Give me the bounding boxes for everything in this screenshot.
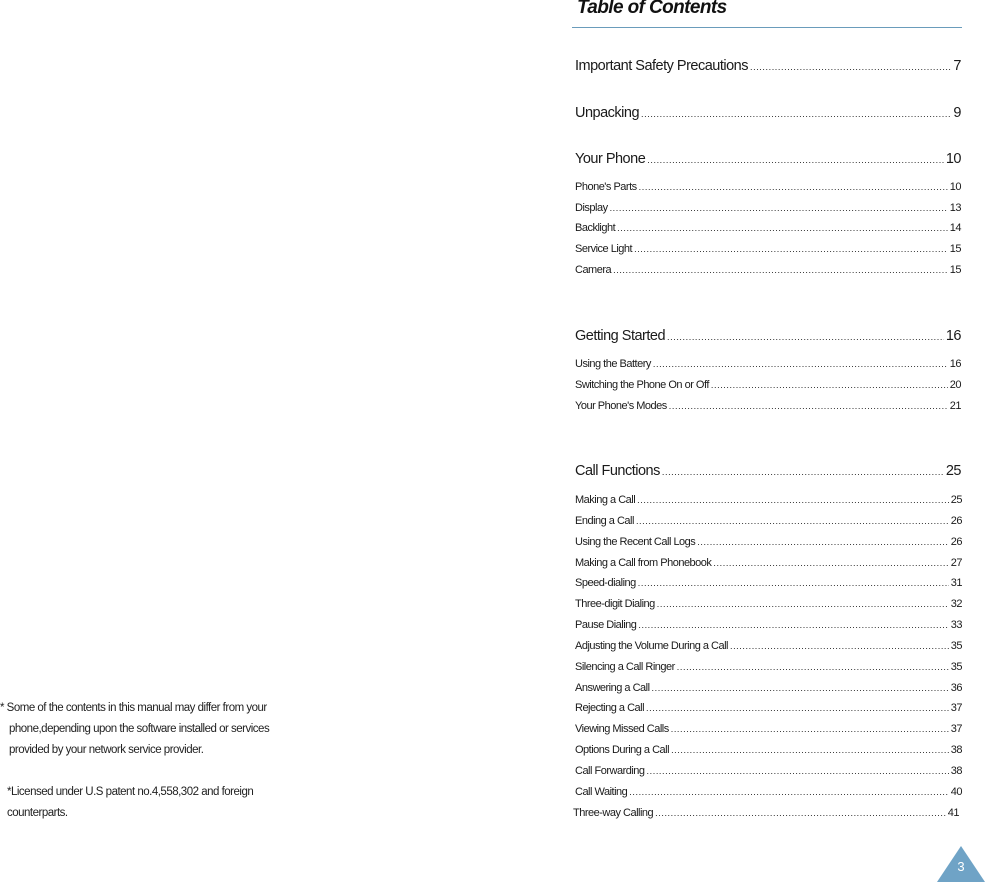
toc-subentry[interactable]	[575, 786, 962, 802]
toc-entry-page: 36	[950, 682, 962, 694]
toc-entry-page: 15	[949, 243, 961, 255]
toc-entry-page: 38	[950, 765, 962, 777]
toc-entry-label: Speed-dialing	[575, 577, 636, 589]
toc-leader-dots	[636, 516, 949, 526]
toc-subentry[interactable]	[575, 202, 961, 218]
toc-leader-dots	[667, 332, 944, 342]
toc-leader-dots	[637, 495, 949, 505]
toc-entry-page: 10	[949, 181, 961, 193]
toc-subentry[interactable]	[575, 682, 962, 698]
toc-entry-label: Camera	[575, 264, 612, 276]
toc-entry-page: 10	[945, 151, 961, 167]
toc-leader-dots	[657, 599, 949, 609]
toc-subentry[interactable]	[575, 744, 962, 760]
toc-entry-label: Switching the Phone On or Off	[575, 379, 709, 391]
toc-leader-dots	[647, 155, 944, 165]
toc-entry-page: 7	[953, 58, 961, 74]
toc-leader-dots	[730, 641, 949, 651]
toc-subentry[interactable]	[575, 640, 962, 656]
toc-subentry[interactable]	[575, 702, 962, 718]
toc-entry-page: 20	[949, 379, 961, 391]
toc-leader-dots	[713, 558, 948, 568]
toc-entry-label: Options During a Call	[575, 744, 670, 756]
disclaimer-line: phone,depending upon the software installed or services	[9, 723, 270, 735]
toc-entry-page: 26	[950, 536, 962, 548]
toc-entry-getting-started[interactable]	[575, 328, 961, 348]
toc-entry-label: Adjusting the Volume During a Call	[575, 640, 728, 652]
toc-subentry[interactable]	[575, 494, 962, 510]
toc-entry-page: 9	[953, 105, 961, 121]
toc-entry-label: Ending a Call	[575, 515, 634, 527]
toc-entry-label: Call Forwarding	[575, 765, 645, 777]
toc-entry-label: Your Phone's Modes	[575, 400, 667, 412]
toc-entry-label: Call Functions	[575, 463, 660, 479]
toc-entry-page: 15	[949, 264, 961, 276]
toc-leader-dots	[638, 578, 949, 588]
toc-entry-page: 37	[950, 702, 962, 714]
toc-entry-label: Using the Battery	[575, 358, 651, 370]
toc-leader-dots	[610, 203, 948, 213]
toc-subentry[interactable]	[575, 577, 962, 593]
toc-entry-unpacking[interactable]	[575, 105, 961, 125]
toc-subentry[interactable]	[575, 358, 961, 374]
toc-entry-label: Making a Call from Phonebook	[575, 557, 712, 569]
toc-subentry[interactable]	[575, 598, 962, 614]
toc-entry-label: Silencing a Call Ringer	[575, 661, 675, 673]
toc-entry-label: Display	[575, 202, 608, 214]
toc-entry-label: Making a Call	[575, 494, 636, 506]
toc-subentry[interactable]	[575, 264, 961, 280]
toc-entry-page: 21	[949, 400, 961, 412]
toc-subentry[interactable]	[575, 536, 962, 552]
toc-entry-page: 25	[945, 463, 961, 479]
toc-entry-label: Pause Dialing	[575, 619, 637, 631]
toc-entry-label: Getting Started	[575, 328, 666, 344]
toc-subentry[interactable]	[575, 619, 962, 635]
toc-leader-dots	[671, 724, 949, 734]
toc-leader-dots	[655, 808, 946, 818]
toc-leader-dots	[750, 62, 951, 72]
toc-entry-label: Answering a Call	[575, 682, 650, 694]
toc-entry-page: 41	[947, 807, 959, 819]
toc-leader-dots	[638, 620, 948, 630]
toc-leader-dots	[634, 244, 948, 254]
toc-leader-dots	[697, 537, 948, 547]
toc-entry-page: 32	[950, 598, 962, 610]
toc-subentry[interactable]	[575, 557, 962, 573]
toc-entry-page: 25	[950, 494, 962, 506]
toc-entry-page: 27	[950, 557, 962, 569]
toc-leader-dots	[613, 265, 948, 275]
disclaimer-line: * Some of the contents in this manual may differ from your	[0, 702, 267, 714]
toc-leader-dots	[669, 401, 948, 411]
toc-entry-label: Three-way Calling	[573, 807, 654, 819]
toc-entry-page: 13	[949, 202, 961, 214]
toc-subentry[interactable]	[575, 661, 962, 677]
toc-entry-page: 33	[950, 619, 962, 631]
toc-subentry[interactable]	[575, 515, 962, 531]
toc-leader-dots	[671, 745, 949, 755]
toc-entry-page: 26	[950, 515, 962, 527]
toc-leader-dots	[711, 380, 948, 390]
toc-entry-label: Backlight	[575, 222, 616, 234]
toc-entry-label: Service Light	[575, 243, 633, 255]
toc-subentry[interactable]	[575, 723, 962, 739]
toc-leader-dots	[653, 359, 948, 369]
toc-leader-dots	[629, 787, 948, 797]
toc-leader-dots	[677, 662, 949, 672]
toc-entry-label: Rejecting a Call	[575, 702, 645, 714]
toc-leader-dots	[652, 683, 949, 693]
toc-entry-page: 14	[949, 222, 961, 234]
toc-entry-label: Important Safety Precautions	[575, 58, 748, 74]
toc-entry-your-phone[interactable]	[575, 151, 961, 171]
toc-subentry[interactable]	[573, 807, 959, 823]
toc-entry-label: Using the Recent Call Logs	[575, 536, 696, 548]
toc-entry-label: Unpacking	[575, 105, 640, 121]
page-number: 3	[957, 859, 965, 874]
toc-entry-page: 31	[950, 577, 962, 589]
toc-leader-dots	[639, 182, 948, 192]
toc-entry-page: 35	[950, 640, 962, 652]
toc-entry-page: 40	[950, 786, 962, 798]
toc-subentry[interactable]	[575, 379, 961, 395]
toc-entry-call-functions[interactable]	[575, 463, 961, 483]
toc-entry-page: 37	[950, 723, 962, 735]
toc-subentry[interactable]	[575, 243, 961, 259]
toc-entry-label: Phone's Parts	[575, 181, 637, 193]
toc-entry-label: Your Phone	[575, 151, 646, 167]
toc-subentry[interactable]	[575, 765, 962, 781]
patent-note-line: counterparts.	[7, 807, 68, 819]
toc-entry-label: Three-digit Dialing	[575, 598, 655, 610]
toc-subentry[interactable]	[575, 181, 961, 197]
toc-entry-safety[interactable]	[575, 58, 961, 78]
disclaimer-line: provided by your network service provider.	[9, 744, 204, 756]
toc-entry-label: Call Waiting	[575, 786, 628, 798]
toc-entry-label: Viewing Missed Calls	[575, 723, 669, 735]
title-divider	[572, 27, 962, 28]
patent-note-line: *Licensed under U.S patent no.4,558,302 and foreign	[7, 786, 254, 798]
toc-entry-page: 16	[949, 358, 961, 370]
toc-entry-page: 38	[950, 744, 962, 756]
toc-entry-page: 16	[945, 328, 961, 344]
toc-title: Table of Contents	[577, 0, 727, 18]
toc-leader-dots	[617, 223, 948, 233]
toc-entry-page: 35	[950, 661, 962, 673]
toc-subentry[interactable]	[575, 222, 961, 238]
toc-leader-dots	[647, 766, 949, 776]
toc-leader-dots	[641, 109, 951, 119]
toc-leader-dots	[662, 467, 944, 477]
toc-subentry[interactable]	[575, 400, 961, 416]
toc-leader-dots	[646, 703, 949, 713]
